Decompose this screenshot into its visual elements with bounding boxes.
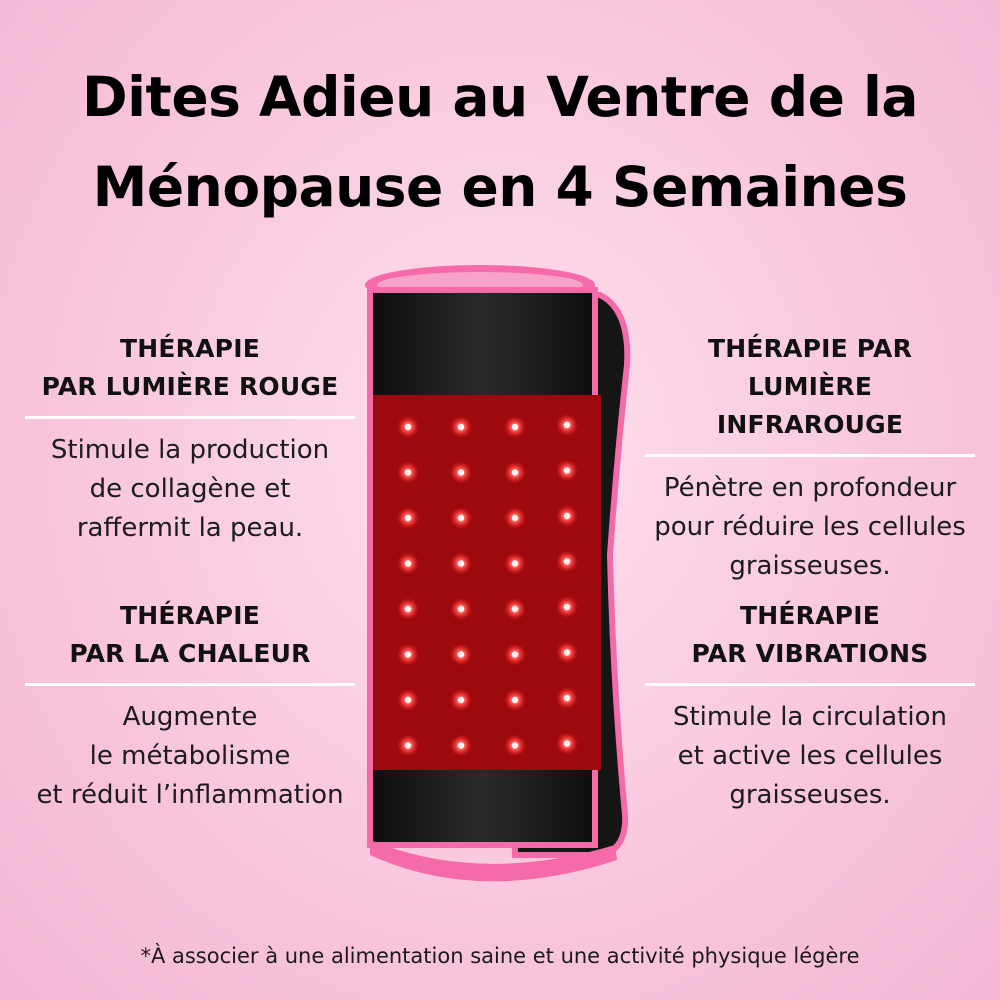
led-dot (564, 558, 570, 564)
feature-desc-line: Stimule la production (50, 435, 330, 465)
feature-title-line: INFRAROUGE (716, 410, 904, 439)
led-dot (512, 560, 518, 566)
feature-title (645, 597, 975, 673)
led-dot (512, 651, 518, 657)
led-dot (564, 422, 570, 428)
feature-title-line: THÉRAPIE PAR LUMIÈRE (707, 334, 913, 401)
feature-title-line: PAR VIBRATIONS (691, 639, 929, 668)
headline-line-2: Ménopause en 4 Semaines (92, 155, 908, 219)
feature-title-line: PAR LA CHALEUR (69, 639, 311, 668)
led-dot (512, 742, 518, 748)
divider (645, 683, 975, 686)
led-dot (564, 649, 570, 655)
feature-vibrations (645, 597, 975, 815)
led-dot (564, 513, 570, 519)
divider (25, 416, 355, 419)
feature-title-line: THÉRAPIE (740, 601, 880, 630)
led-dot (512, 469, 518, 475)
feature-desc-line: graisseuses. (729, 551, 891, 581)
feature-desc-line: Augmente (122, 702, 258, 732)
feature-infrared (645, 330, 975, 586)
feature-title-line: PAR LUMIÈRE ROUGE (41, 372, 339, 401)
led-dot (564, 604, 570, 610)
led-dot (512, 606, 518, 612)
led-dot (405, 515, 411, 521)
feature-title (645, 330, 975, 444)
led-dot (458, 606, 464, 612)
feature-red-light (25, 330, 355, 548)
red-light-therapy-belt-image (355, 255, 635, 895)
feature-desc-line: et active les cellules (677, 741, 943, 771)
feature-desc-line: le métabolisme (89, 741, 291, 771)
feature-desc-line: pour réduire les cellules (654, 512, 966, 542)
headline-line-1: Dites Adieu au Ventre de la (82, 65, 918, 129)
feature-title (25, 330, 355, 406)
headline (0, 52, 1000, 232)
led-dot (512, 515, 518, 521)
led-dot (458, 651, 464, 657)
feature-title (25, 597, 355, 673)
led-dot (458, 560, 464, 566)
feature-description (645, 469, 975, 586)
feature-desc-line: Pénètre en profondeur (663, 473, 957, 503)
led-dot (564, 695, 570, 701)
feature-desc-line: Stimule la circulation (672, 702, 947, 732)
feature-description (25, 698, 355, 815)
led-dot (458, 742, 464, 748)
feature-heat (25, 597, 355, 815)
feature-title-line: THÉRAPIE (120, 334, 260, 363)
led-dot (512, 424, 518, 430)
feature-desc-line: et réduit l’inflammation (36, 780, 344, 810)
divider (645, 454, 975, 457)
led-dot (458, 469, 464, 475)
led-dot (564, 467, 570, 473)
feature-desc-line: raffermit la peau. (76, 513, 304, 543)
led-dot (405, 697, 411, 703)
led-dot (564, 740, 570, 746)
led-dot (458, 515, 464, 521)
feature-title-line: THÉRAPIE (120, 601, 260, 630)
divider (25, 683, 355, 686)
feature-desc-line: de collagène et (89, 474, 291, 504)
feature-desc-line: graisseuses. (729, 780, 891, 810)
led-dot (405, 742, 411, 748)
led-dot (405, 606, 411, 612)
led-dot (458, 697, 464, 703)
feature-description (25, 431, 355, 548)
led-dot (512, 697, 518, 703)
feature-description (645, 698, 975, 815)
led-dot (405, 651, 411, 657)
led-dot (405, 560, 411, 566)
led-dot (458, 424, 464, 430)
led-dot (405, 469, 411, 475)
footnote: *À associer à une alimentation saine et une activité physique légère (140, 944, 860, 968)
led-dot (405, 424, 411, 430)
